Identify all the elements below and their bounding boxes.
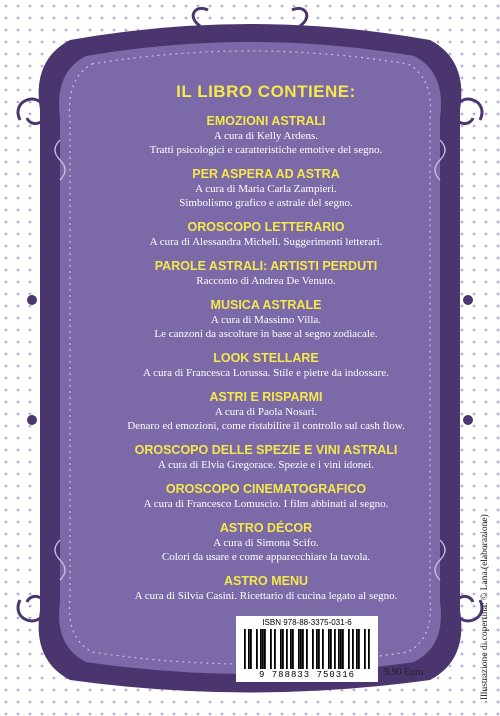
barcode-bar <box>248 629 250 669</box>
section-description: A cura di Francesco Lomuscio. I film abbinati al segno. <box>143 498 389 510</box>
contents-panel <box>96 82 436 613</box>
barcode-bar <box>302 629 304 669</box>
section-description: A cura di Paola Nosari. <box>214 406 318 418</box>
barcode-bar <box>270 629 272 669</box>
barcode-bar <box>316 629 318 669</box>
barcode-bar <box>356 629 358 669</box>
section-description: A cura di Elvia Gregorace. Spezie e i vini idonei. <box>158 459 374 471</box>
contents-section <box>96 114 436 157</box>
price-label: 9,90 Euro <box>384 667 424 678</box>
cover-credit: Illustrazione di copertina: © Lana (elaborazione) <box>480 514 490 700</box>
barcode-bar <box>274 629 276 669</box>
section-title: OROSCOPO CINEMATOGRAFICO <box>165 482 367 496</box>
section-title: EMOZIONI ASTRALI <box>206 114 326 128</box>
barcode-bars <box>244 629 370 669</box>
barcode-bar <box>250 629 252 669</box>
section-title: LOOK STELLARE <box>213 351 319 365</box>
barcode-bar <box>312 629 314 669</box>
barcode-bar <box>342 629 344 669</box>
barcode-bar <box>334 629 336 669</box>
section-description: A cura di Silvia Casini. Ricettario di cucina legato al segno. <box>134 590 398 602</box>
section-description: Simbolismo grafico e astrale del segno. <box>179 197 353 209</box>
barcode-bar <box>244 629 246 669</box>
barcode-digits: 9 788833 750316 <box>258 670 355 680</box>
section-description: Denaro ed emozioni, come ristabilire il controllo sul cash flow. <box>127 420 405 432</box>
barcode-bar <box>352 629 354 669</box>
contents-section <box>96 390 436 433</box>
barcode-bar <box>318 629 320 669</box>
section-description: A cura di Massimo Villa. <box>210 314 322 326</box>
section-title: ASTRO DÉCOR <box>219 521 313 535</box>
barcode-bar <box>300 629 302 669</box>
barcode-bar <box>340 629 342 669</box>
barcode-bar <box>364 629 366 669</box>
section-title: ASTRI E RISPARMI <box>209 390 323 404</box>
section-description: A cura di Francesca Lorussa. Stile e pietre da indossare. <box>143 367 389 379</box>
contents-section <box>96 482 436 511</box>
contents-section <box>96 521 436 564</box>
contents-section <box>96 298 436 341</box>
section-title: OROSCOPO DELLE SPEZIE E VINI ASTRALI <box>134 443 398 457</box>
barcode-bar <box>264 629 266 669</box>
barcode-bar <box>330 629 332 669</box>
contents-heading: IL LIBRO CONTIENE: <box>176 82 356 101</box>
section-title: OROSCOPO LETTERARIO <box>187 220 345 234</box>
section-description: A cura di Kelly Ardens. <box>213 130 319 142</box>
barcode-bar <box>322 629 324 669</box>
barcode-bar <box>306 629 308 669</box>
barcode-bar <box>290 629 292 669</box>
barcode-bar <box>368 629 370 669</box>
contents-section <box>96 220 436 249</box>
section-description: Racconto di Andrea De Venuto. <box>196 275 336 287</box>
barcode-bar <box>328 629 330 669</box>
barcode-bar <box>338 629 340 669</box>
section-description: A cura di Maria Carla Zampieri. <box>195 183 337 195</box>
section-title: MUSICA ASTRALE <box>210 298 322 312</box>
section-description: Le canzoni da ascoltare in base al segno zodiacale. <box>154 328 378 340</box>
section-description: Colori da usare e come apparecchiare la tavola. <box>161 551 371 563</box>
section-title: ASTRO MENU <box>223 574 309 588</box>
isbn-label: ISBN 978-88-3375-031-6 <box>262 618 352 627</box>
barcode-bar <box>256 629 258 669</box>
barcode-bar <box>280 629 282 669</box>
section-description: Tratti psicologici e caratteristiche emotive del segno. <box>149 144 383 156</box>
contents-section <box>96 574 436 603</box>
barcode-bar <box>358 629 360 669</box>
barcode-bar <box>262 629 264 669</box>
section-title: PAROLE ASTRALI: ARTISTI PERDUTI <box>154 259 378 273</box>
section-description: A cura di Simona Scifo. <box>213 537 319 549</box>
section-title: PER ASPERA AD ASTRA <box>192 167 340 181</box>
sections-list <box>96 114 436 603</box>
contents-section <box>96 443 436 472</box>
barcode-bar <box>282 629 284 669</box>
barcode-bar <box>292 629 294 669</box>
section-description: A cura di Alessandra Micheli. Suggerimenti letterari. <box>149 236 383 248</box>
contents-section <box>96 167 436 210</box>
isbn-barcode <box>236 616 378 682</box>
contents-section <box>96 351 436 380</box>
barcode-bar <box>298 629 300 669</box>
barcode-bar <box>286 629 288 669</box>
barcode-bar <box>260 629 262 669</box>
barcode-bar <box>348 629 350 669</box>
contents-section <box>96 259 436 288</box>
